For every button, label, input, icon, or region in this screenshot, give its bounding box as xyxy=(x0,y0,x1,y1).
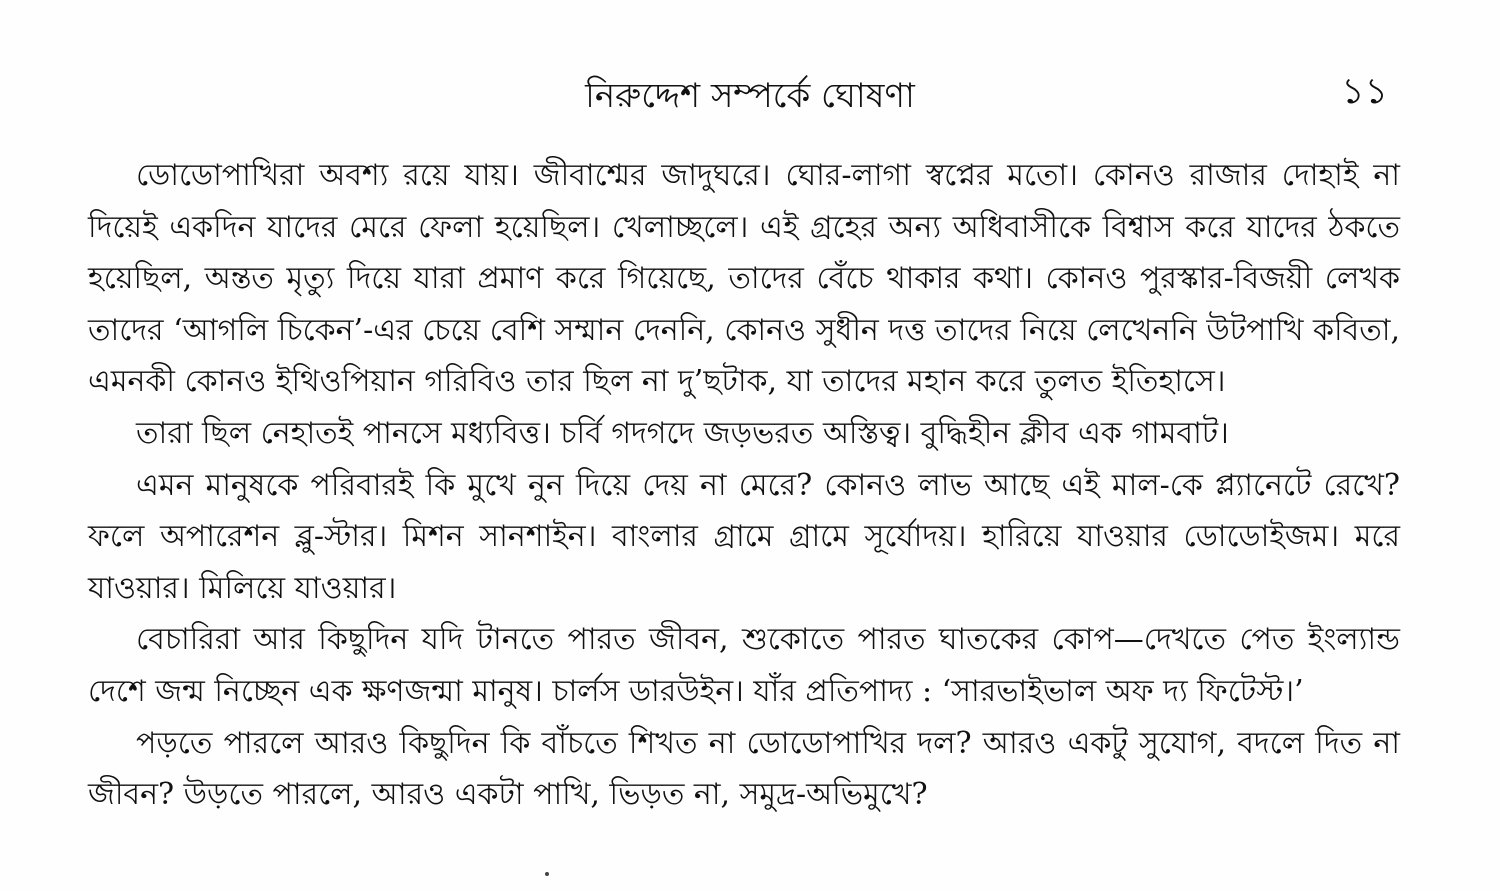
text-line: তাদের ‘আগলি চিকেন’-এর চেয়ে বেশি সম্মান দেননি, কোনও সুধীন দত্ত তাদের নিয়ে লেখেননি উটপাখি কবিতা, xyxy=(88,312,1400,348)
text-line: বেচারিরা আর কিছুদিন যদি টানতে পারত জীবন, শুকোতে পারত ঘাতকের কোপ—দেখতে পেত ইংল্যান্ড xyxy=(136,622,1400,658)
page-header xyxy=(0,70,1500,120)
text-line: যাওয়ার। মিলিয়ে যাওয়ার। xyxy=(88,570,397,606)
print-speck xyxy=(545,872,549,876)
text-line: পড়তে পারলে আরও কিছুদিন কি বাঁচতে শিখত না ডোডোপাখির দল? আরও একটু সুযোগ, বদলে দিত না xyxy=(136,725,1400,761)
text-line: ফলে অপারেশন ব্লু-স্টার। মিশন সানশাইন। বাংলার গ্রামে গ্রামে সূর্যোদয়। হারিয়ে যাওয়ার ডোডোইজম। মরে xyxy=(88,519,1400,555)
text-line: দেশে জন্ম নিচ্ছেন এক ক্ষণজন্মা মানুষ। চার্লস ডারউইন। যাঁর প্রতিপাদ্য : ‘সারভাইভাল অফ দ্য ফিটেস্ট।’ xyxy=(88,673,1304,709)
running-title: নিরুদ্দেশ সম্পর্কে ঘোষণা xyxy=(585,76,915,116)
body-text xyxy=(88,150,1400,821)
paragraph-2 xyxy=(88,408,1400,460)
text-line: তারা ছিল নেহাতই পানসে মধ্যবিত্ত। চর্বি গদগদে জড়ভরত অস্তিত্ব। বুদ্ধিহীন ক্লীব এক গামবাট। xyxy=(136,415,1229,451)
text-line: দিয়েই একদিন যাদের মেরে ফেলা হয়েছিল। খেলাচ্ছলে। এই গ্রহের অন্য অধিবাসীকে বিশ্বাস করে যাদের ঠকতে xyxy=(88,209,1400,245)
text-line: এমনকী কোনও ইথিওপিয়ান গরিবিও তার ছিল না দু’ছটাক, যা তাদের মহান করে তুলত ইতিহাসে। xyxy=(88,364,1226,400)
text-line: এমন মানুষকে পরিবারই কি মুখে নুন দিয়ে দেয় না মেরে? কোনও লাভ আছে এই মাল-কে প্ল্যানেটে রেখে? xyxy=(136,467,1400,503)
page-number: ১১ xyxy=(1341,71,1388,112)
text-line: হয়েছিল, অন্তত মৃত্যু দিয়ে যারা প্রমাণ করে গিয়েছে, তাদের বেঁচে থাকার কথা। কোনও পুরস্কার-বিজয়ী লেখক xyxy=(88,261,1400,297)
paragraph-4 xyxy=(88,614,1400,717)
text-line: জীবন? উড়তে পারলে, আরও একটা পাখি, ভিড়ত না, সমুদ্র-অভিমুখে? xyxy=(88,777,928,813)
paragraph-1 xyxy=(88,150,1400,408)
paragraph-5 xyxy=(88,718,1400,821)
text-line: ডোডোপাখিরা অবশ্য রয়ে যায়। জীবাশ্মের জাদুঘরে। ঘোর-লাগা স্বপ্নের মতো। কোনও রাজার দোহাই না xyxy=(136,158,1400,193)
paragraph-3 xyxy=(88,460,1400,615)
